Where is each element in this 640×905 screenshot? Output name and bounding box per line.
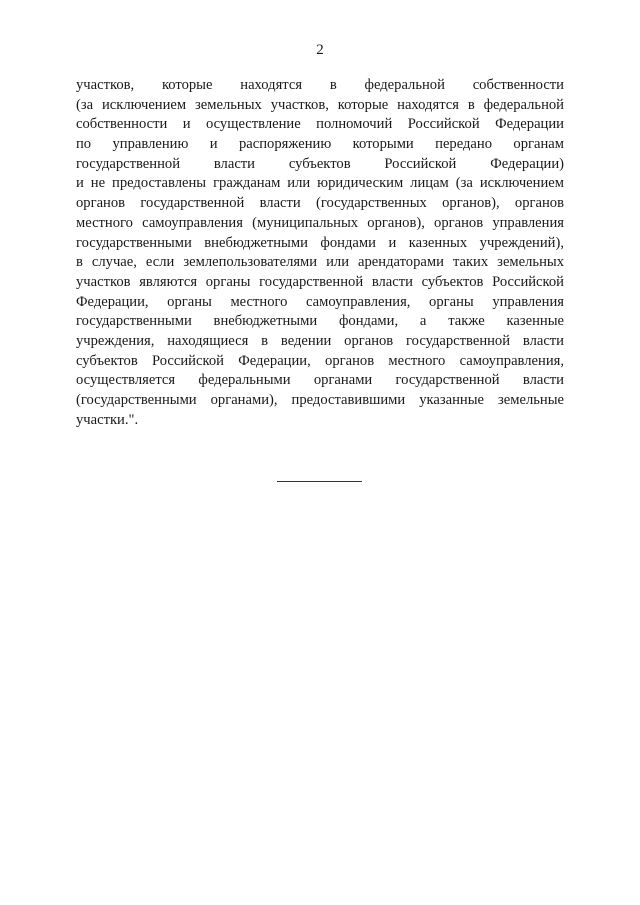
text-line: и не предоставлены гражданам или юридическим лицам (за исключением bbox=[76, 175, 564, 192]
text-line: по управлению и распоряжению которыми передано органам bbox=[76, 136, 564, 153]
text-line: (за исключением земельных участков, которые находятся в федеральной bbox=[76, 96, 564, 113]
body-paragraph bbox=[76, 76, 564, 430]
text-line: государственными внебюджетными фондами и казенных учреждений), bbox=[76, 234, 564, 251]
text-line: учреждения, находящиеся в ведении органов государственной власти bbox=[76, 332, 564, 349]
text-line: участки.". bbox=[76, 411, 139, 428]
text-line: местного самоуправления (муниципальных органов), органов управления bbox=[76, 214, 564, 231]
text-line: Федерации, органы местного самоуправления, органы управления bbox=[76, 293, 564, 310]
text-line: осуществляется федеральными органами государственной власти bbox=[76, 372, 564, 389]
text-line: субъектов Российской Федерации, органов местного самоуправления, bbox=[76, 352, 564, 369]
end-divider bbox=[277, 481, 362, 482]
text-line: органов государственной власти (государственных органов), органов bbox=[76, 195, 564, 212]
text-line: участков, которые находятся в федеральной собственности bbox=[76, 77, 564, 93]
text-line: государственной власти субъектов Российской Федерации) bbox=[76, 155, 564, 172]
page-number: 2 bbox=[316, 42, 324, 58]
text-line: государственными внебюджетными фондами, а также казенные bbox=[76, 313, 564, 330]
text-line: собственности и осуществление полномочий Российской Федерации bbox=[76, 116, 564, 133]
text-line: участков являются органы государственной власти субъектов Российской bbox=[76, 273, 564, 290]
text-line: в случае, если землепользователями или арендаторами таких земельных bbox=[76, 254, 564, 271]
text-line: (государственными органами), предоставившими указанные земельные bbox=[76, 392, 564, 408]
